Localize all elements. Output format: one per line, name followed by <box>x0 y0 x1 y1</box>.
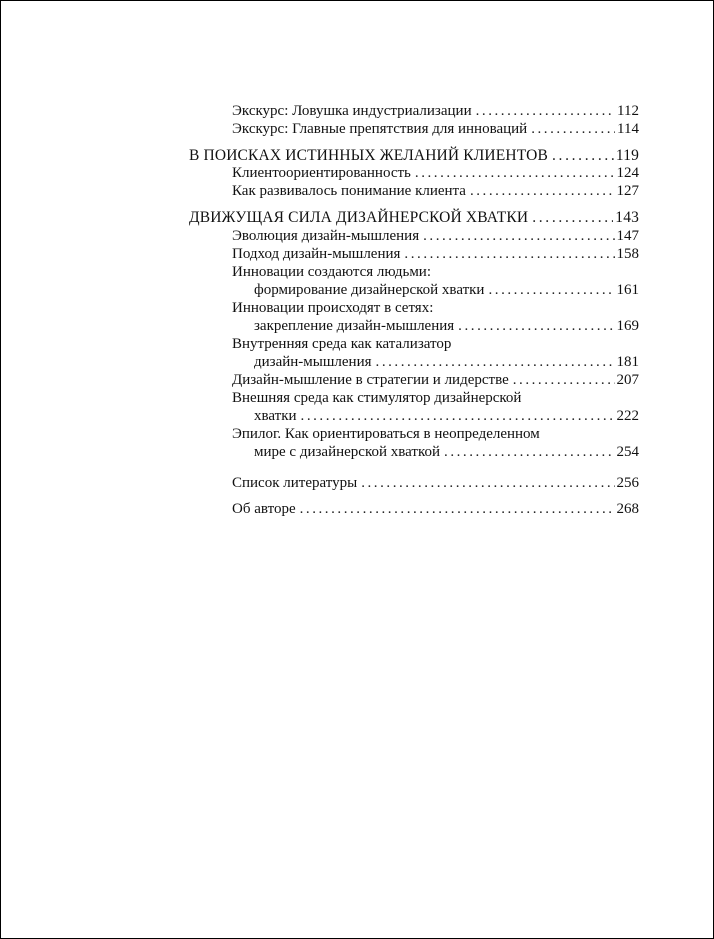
toc-entry-title: формирование дизайнерской хватки <box>254 282 485 298</box>
toc-entry-page: 158 <box>616 246 639 262</box>
toc-entry <box>232 408 639 425</box>
toc-entry <box>232 103 639 120</box>
dot-leader <box>470 183 615 200</box>
toc-entry-page: 124 <box>616 165 639 181</box>
dot-leader <box>404 246 614 263</box>
toc-entry <box>232 318 639 335</box>
toc-entry-page: 127 <box>616 183 639 199</box>
dot-leader <box>300 501 615 518</box>
toc-entry-page: 181 <box>616 354 639 370</box>
toc-section <box>189 209 639 226</box>
dot-leader <box>444 444 614 461</box>
toc-section <box>189 147 639 164</box>
toc-entry-title: закрепление дизайн-мышления <box>254 318 455 334</box>
toc-section-page: 119 <box>615 147 639 164</box>
toc-entry-page: 268 <box>616 501 639 517</box>
toc-entry <box>232 444 639 461</box>
toc-entry-title: Клиентоориентированность <box>232 165 411 181</box>
dot-leader <box>513 372 615 389</box>
toc-entry <box>232 165 639 182</box>
toc-entry-title: Об авторе <box>232 501 296 517</box>
toc-entry-page: 254 <box>616 444 639 460</box>
toc-entry-page: 222 <box>616 408 639 424</box>
dot-leader <box>476 103 615 120</box>
toc-entry-page: 169 <box>616 318 639 334</box>
toc-entry-page: 112 <box>617 103 639 119</box>
dot-leader <box>376 354 615 371</box>
toc-entry-page: 147 <box>616 228 639 244</box>
dot-leader <box>301 408 615 425</box>
toc-entry <box>232 121 639 138</box>
toc-entry-page: 161 <box>616 282 639 298</box>
toc-entry-title: Как развивалось понимание клиента <box>232 183 466 199</box>
toc-entry-title-line1: Эпилог. Как ориентироваться в неопределенном <box>232 426 540 442</box>
toc-entry <box>232 183 639 200</box>
dot-leader <box>552 147 614 164</box>
dot-leader <box>531 121 615 138</box>
toc-entry <box>232 354 639 371</box>
dot-leader <box>361 475 614 492</box>
toc-entry-title: Подход дизайн-мышления <box>232 246 401 262</box>
dot-leader <box>458 318 614 335</box>
dot-leader <box>532 209 613 226</box>
toc-section-title: В ПОИСКАХ ИСТИННЫХ ЖЕЛАНИЙ КЛИЕНТОВ <box>189 147 548 164</box>
toc-section-title: ДВИЖУЩАЯ СИЛА ДИЗАЙНЕРСКОЙ ХВАТКИ <box>189 209 529 226</box>
toc-entry-title: Дизайн-мышление в стратегии и лидерстве <box>232 372 509 388</box>
dot-leader <box>423 228 614 245</box>
dot-leader <box>488 282 614 299</box>
toc-entry-title: хватки <box>254 408 297 424</box>
toc-entry <box>232 282 639 299</box>
toc-entry-title: Список литературы <box>232 475 358 491</box>
toc-entry-title-line1: Внутренняя среда как катализатор <box>232 336 452 352</box>
toc-entry-page: 256 <box>616 475 639 491</box>
toc-entry <box>232 475 639 492</box>
toc-entry-title: Эволюция дизайн-мышления <box>232 228 420 244</box>
toc-entry-title: дизайн-мышления <box>254 354 372 370</box>
toc-entry-page: 207 <box>616 372 639 388</box>
toc-section-page: 143 <box>615 209 639 226</box>
toc-entry-title-line1: Инновации происходят в сетях: <box>232 300 434 316</box>
toc-entry <box>232 372 639 389</box>
toc-entry-title: Экскурс: Ловушка индустриализации <box>232 103 472 119</box>
toc-entry-title-line1: Внешняя среда как стимулятор дизайнерской <box>232 390 522 406</box>
toc-entry <box>232 246 639 263</box>
toc-entry <box>232 501 639 518</box>
table-of-contents <box>1 1 713 938</box>
toc-entry <box>232 228 639 245</box>
toc-entry-page: 114 <box>617 121 639 137</box>
toc-entry-title: Экскурс: Главные препятствия для инноваций <box>232 121 528 137</box>
toc-entry-title-line1: Инновации создаются людьми: <box>232 264 432 280</box>
dot-leader <box>415 165 615 182</box>
toc-entry-title: мире с дизайнерской хваткой <box>254 444 441 460</box>
